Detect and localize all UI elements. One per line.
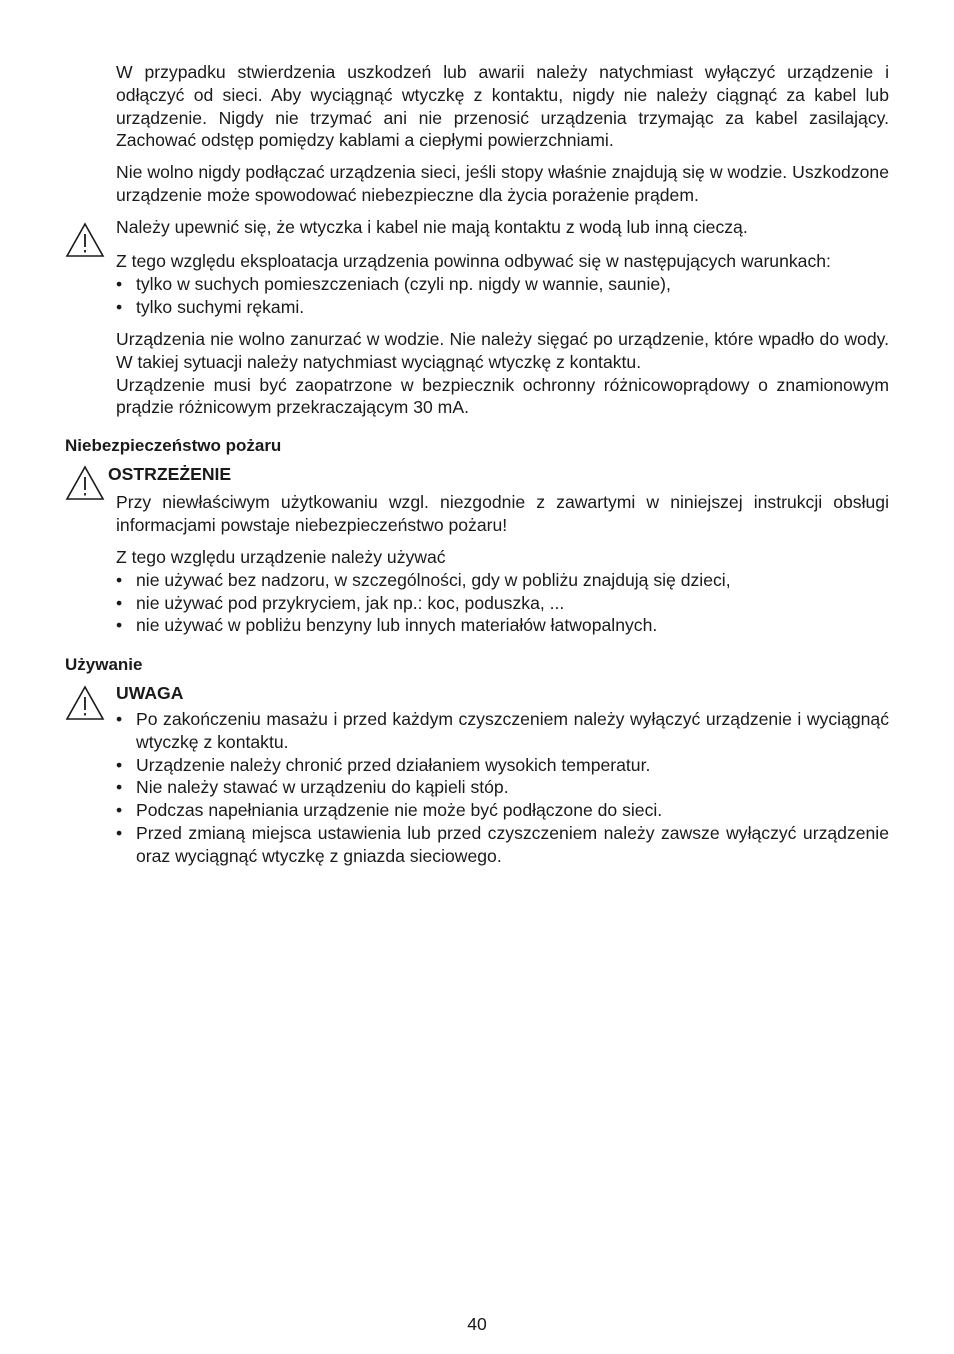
paragraph-immersion-text: Urządzenia nie wolno zanurzać w wodzie. Nie należy sięgać po urządzenie, które wpadło do wody. W takiej sytuacji należy natychmiast wyciągnąć wtyczkę z kontaktu. bbox=[116, 329, 889, 372]
list-item: • tylko w suchych pomieszczeniach (czyli np. nigdy w wannie, saunie), bbox=[116, 273, 889, 296]
paragraph-rcd-text: Urządzenie musi być zaopatrzone w bezpiecznik ochronny różnicowoprądowy o znamionowym prądzie różnicowym przekraczającym 30 mA. bbox=[116, 374, 889, 418]
warning-triangle-icon bbox=[65, 685, 105, 721]
paragraph-plug-cable-text: Należy upewnić się, że wtyczka i kabel nie mają kontaktu z wodą lub inną cieczą. bbox=[116, 217, 748, 237]
paragraph-feet-water bbox=[116, 161, 889, 207]
warning-triangle-icon bbox=[65, 222, 105, 258]
list-item: • Urządzenie należy chronić przed działaniem wysokich temperatur. bbox=[116, 754, 889, 777]
fire-usage-list bbox=[116, 569, 889, 637]
label-caution: UWAGA bbox=[116, 683, 184, 703]
paragraph-immersion bbox=[116, 328, 889, 419]
paragraph-operating-conditions bbox=[116, 250, 889, 318]
list-item: • nie używać pod przykryciem, jak np.: koc, poduszka, ... bbox=[116, 592, 889, 615]
heading-usage: Używanie bbox=[65, 655, 143, 674]
list-item: • Przed zmianą miejsca ustawienia lub przed czyszczeniem należy zawsze wyłączyć urządzenie oraz wyciągnąć wtyczkę z gniazda sieciowego. bbox=[116, 822, 889, 868]
list-item: • Nie należy stawać w urządzeniu do kąpieli stóp. bbox=[116, 776, 889, 799]
operating-conditions-list bbox=[116, 273, 889, 319]
paragraph-fire-risk-text: Przy niewłaściwym użytkowaniu wzgl. niezgodnie z zawartymi w niniejszej instrukcji obsługi informacjami powstaje niebezpieczeństwo pożaru! bbox=[116, 492, 889, 535]
usage-list bbox=[116, 708, 889, 868]
warning-triangle-icon bbox=[65, 465, 105, 501]
paragraph-fire-usage-intro: Z tego względu urządzenie należy używać bbox=[116, 547, 446, 567]
heading-fire-hazard: Niebezpieczeństwo pożaru bbox=[65, 436, 282, 455]
paragraph-operating-conditions-intro: Z tego względu eksploatacja urządzenia powinna odbywać się w następujących warunkach: bbox=[116, 251, 831, 271]
label-warning: OSTRZEŻENIE bbox=[108, 464, 232, 484]
paragraph-damage-text: W przypadku stwierdzenia uszkodzeń lub awarii należy natychmiast wyłączyć urządzenie i odłączyć od sieci. Aby wyciągnąć wtyczkę z kontaktu, nigdy nie należy ciągnąć za kabel lub urządzenie. Nigdy nie trzymać ani nie przenosić urządzenia trzymając za kabel zasilający. Zachować odstęp pomiędzy kablami a ciepłymi powierzchniami. bbox=[116, 62, 889, 151]
paragraph-fire-risk bbox=[116, 491, 889, 537]
paragraph-fire-usage bbox=[116, 546, 889, 637]
paragraph-plug-cable bbox=[116, 216, 889, 239]
list-item: • tylko suchymi rękami. bbox=[116, 296, 889, 319]
usage-instructions bbox=[116, 708, 889, 868]
paragraph-feet-water-text: Nie wolno nigdy podłączać urządzenia sieci, jeśli stopy właśnie znajdują się w wodzie. Uszkodzone urządzenie może spowodować niebezpieczne dla życia porażenie prądem. bbox=[116, 162, 889, 205]
list-item: • Po zakończeniu masażu i przed każdym czyszczeniem należy wyłączyć urządzenie i wyciągnąć wtyczkę z kontaktu. bbox=[116, 708, 889, 754]
paragraph-damage bbox=[116, 61, 889, 152]
list-item: • nie używać bez nadzoru, w szczególności, gdy w pobliżu znajdują się dzieci, bbox=[116, 569, 889, 592]
page-number: 40 bbox=[467, 1314, 487, 1334]
list-item: • nie używać w pobliżu benzyny lub innych materiałów łatwopalnych. bbox=[116, 614, 889, 637]
list-item: • Podczas napełniania urządzenie nie może być podłączone do sieci. bbox=[116, 799, 889, 822]
